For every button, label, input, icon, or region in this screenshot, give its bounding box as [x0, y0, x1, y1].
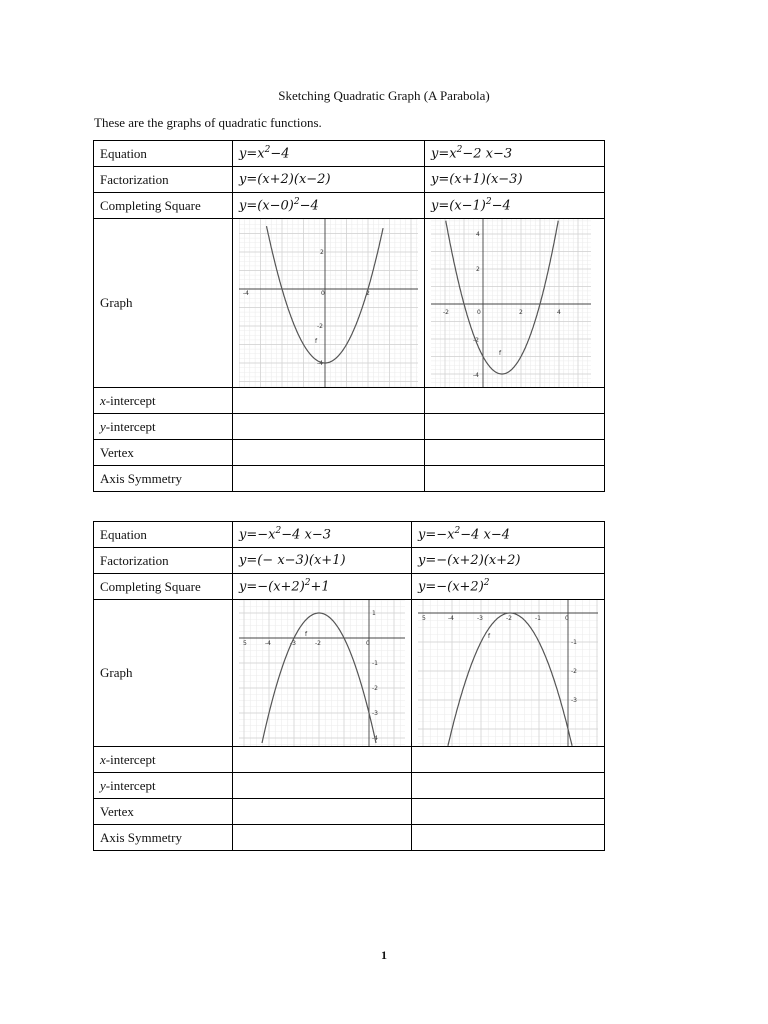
y-tick: -4: [372, 735, 378, 742]
answer-cell[interactable]: [233, 825, 412, 851]
row-y-intercept: [94, 773, 605, 799]
curve-label: f: [499, 350, 502, 357]
answer-cell[interactable]: [412, 799, 605, 825]
row-equation: [94, 141, 605, 167]
x-tick: 2: [519, 309, 523, 316]
label-graph: Graph: [94, 219, 233, 388]
graph-cell: [233, 600, 412, 747]
row-factorization: [94, 167, 605, 193]
answer-cell[interactable]: [233, 440, 425, 466]
answer-cell[interactable]: [425, 414, 605, 440]
y-tick: -4: [473, 372, 479, 379]
quadratic-table-1: [93, 140, 605, 492]
x-tick: 0: [366, 640, 370, 647]
label-vertex: Vertex: [94, 799, 233, 825]
row-completing-square: [94, 193, 605, 219]
row-vertex: [94, 799, 605, 825]
x-tick: 2: [366, 290, 370, 297]
curve-label: f: [488, 633, 491, 640]
y-tick: -3: [372, 710, 378, 717]
answer-cell[interactable]: [425, 388, 605, 414]
row-y-intercept: [94, 414, 605, 440]
y-tick: -1: [372, 660, 378, 667]
graph-cell: [233, 219, 425, 388]
x-tick: -3: [290, 640, 296, 647]
row-vertex: [94, 440, 605, 466]
label-y-intercept: y-intercept: [94, 414, 233, 440]
x-tick: -4: [448, 615, 454, 622]
label-equation: Equation: [94, 522, 233, 548]
label-completing-square: Completing Square: [94, 193, 233, 219]
y-tick: 1: [372, 610, 376, 617]
equation-cell: $y=-x^2-4$ x−3: [233, 522, 412, 548]
label-factorization: Factorization: [94, 548, 233, 574]
y-tick: -4: [317, 360, 323, 367]
x-tick: -2: [506, 615, 512, 622]
x-tick: -3: [477, 615, 483, 622]
row-x-intercept: [94, 747, 605, 773]
completing-square-cell: $y=(x-0)^2-4$: [233, 193, 425, 219]
x-tick: 0: [477, 309, 481, 316]
x-tick: 5: [243, 640, 247, 647]
factorization-cell: y=(x+2)(x−2): [233, 167, 425, 193]
answer-cell[interactable]: [233, 747, 412, 773]
x-tick: 4: [557, 309, 561, 316]
factorization-cell: y=(x+1)(x−3): [425, 167, 605, 193]
x-tick: 0: [321, 290, 325, 297]
parabola-graph: [418, 600, 598, 746]
equation-cell: $y=x^2-4$: [233, 141, 425, 167]
label-vertex: Vertex: [94, 440, 233, 466]
intro-text: These are the graphs of quadratic functions.: [94, 115, 322, 130]
x-tick: -2: [315, 640, 321, 647]
completing-square-cell: $y=-(x+2)^2+1$: [233, 574, 412, 600]
y-tick: -2: [372, 685, 378, 692]
y-tick: -2: [473, 337, 479, 344]
row-graph: [94, 600, 605, 747]
parabola-graph: [431, 219, 591, 387]
equation-cell: $y=-x^2-4$ x−4: [412, 522, 605, 548]
label-factorization: Factorization: [94, 167, 233, 193]
y-tick: 2: [320, 249, 324, 256]
page-number: 1: [381, 948, 387, 962]
x-tick: -1: [535, 615, 541, 622]
x-tick: -4: [265, 640, 271, 647]
label-y-intercept: y-intercept: [94, 773, 233, 799]
row-axis-symmetry: [94, 466, 605, 492]
x-tick: 0: [565, 615, 569, 622]
label-completing-square: Completing Square: [94, 574, 233, 600]
x-tick: 5: [422, 615, 426, 622]
label-x-intercept: x-intercept: [94, 747, 233, 773]
row-factorization: [94, 548, 605, 574]
answer-cell[interactable]: [425, 440, 605, 466]
label-graph: Graph: [94, 600, 233, 747]
label-equation: Equation: [94, 141, 233, 167]
row-x-intercept: [94, 388, 605, 414]
answer-cell[interactable]: [233, 773, 412, 799]
row-completing-square: [94, 574, 605, 600]
equation-cell: $y=x^2-2$ x−3: [425, 141, 605, 167]
y-tick: -2: [317, 323, 323, 330]
answer-cell[interactable]: [233, 466, 425, 492]
parabola-graph: [239, 219, 418, 387]
row-axis-symmetry: [94, 825, 605, 851]
label-x-intercept: x-intercept: [94, 388, 233, 414]
parabola-graph: [239, 600, 405, 746]
curve-label: f: [315, 338, 318, 345]
curve-label: f: [305, 631, 308, 638]
factorization-cell: y=−(x+2)(x+2): [412, 548, 605, 574]
label-axis-symmetry: Axis Symmetry: [94, 466, 233, 492]
answer-cell[interactable]: [425, 466, 605, 492]
label-axis-symmetry: Axis Symmetry: [94, 825, 233, 851]
answer-cell[interactable]: [412, 825, 605, 851]
answer-cell[interactable]: [412, 773, 605, 799]
worksheet-title: Sketching Quadratic Graph (A Parabola): [278, 88, 490, 103]
y-tick: -2: [571, 668, 577, 675]
completing-square-cell: $y=-(x+2)^2$: [412, 574, 605, 600]
answer-cell[interactable]: [233, 414, 425, 440]
graph-cell: [425, 219, 605, 388]
row-graph: [94, 219, 605, 388]
row-equation: [94, 522, 605, 548]
answer-cell[interactable]: [233, 799, 412, 825]
answer-cell[interactable]: [233, 388, 425, 414]
quadratic-table-2: [93, 521, 605, 851]
graph-cell: [412, 600, 605, 747]
completing-square-cell: $y=(x-1)^2-4$: [425, 193, 605, 219]
answer-cell[interactable]: [412, 747, 605, 773]
x-tick: -2: [443, 309, 449, 316]
y-tick: -3: [571, 697, 577, 704]
factorization-cell: y=(− x−3)(x+1): [233, 548, 412, 574]
x-tick: -4: [243, 290, 249, 297]
y-tick: 4: [476, 231, 480, 238]
y-tick: -1: [571, 639, 577, 646]
y-tick: 2: [476, 266, 480, 273]
